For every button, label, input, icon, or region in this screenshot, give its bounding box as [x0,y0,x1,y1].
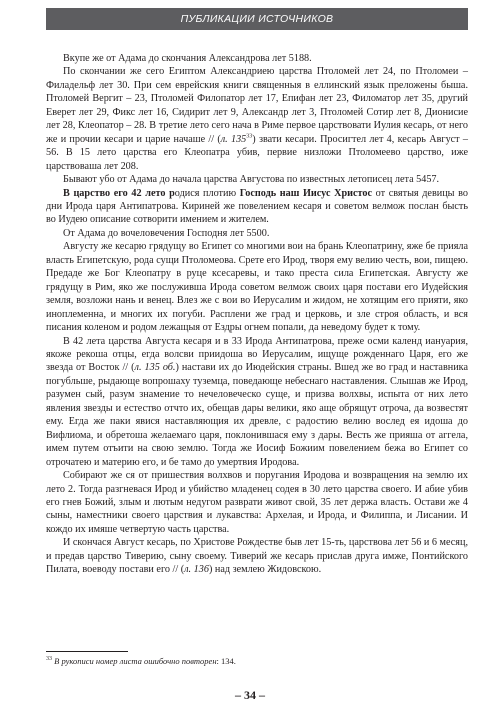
paragraph-3: Бывают убо от Адама до начала царства Августова по известных летописец лета 5457. [63,174,440,186]
footnote-divider [46,651,128,652]
footnote-marker[interactable]: 33 [246,133,253,140]
running-header-title: ПУБЛИКАЦИИ ИСТОЧНИКОВ [180,13,334,25]
paragraph-6: Августу же кесарю грядущу во Египет со многими вои на брань Клеопатрину, яже бе прияла власть Египетскую, рода сущи Птоломеова. Сретe его Ирод, творя ему велию честь, вои, пищею. Предаде же Бог Клеопатру в руце ксесаревы, и тако преста сила Египетская. Августу же грядущу в Рим, яко же послуживша Ирода советом велмож своих царя постави его Иудейския земля, возложи нань и венец. Влез же с вои во Иерусалим и жидом, не хотящим его прияти, яко иноплеменна, и многих их погуби. Расплени же град и церковь, и зле строя область, и вся писания коленом и родом лежащыя от Ездры огнем попали, да невeдому будет к тому. [46,241,468,334]
footnote [46,656,468,667]
paragraph-1: Вкупе же от Адама до скончания Александрова лет 5188. [63,53,312,64]
document-body [46,52,468,577]
paragraph-9: И скончася Август кесарь, по Христове Рождестве быв лет 15-ть, царствова лет 56 и 6 месяц, и предав царство Тиверию, сыну своему. Тиверий же кесарь прислав друга имже, Понтийского Пилата, воеводу постави его // (л. 136) над землею Жидовскою. [46,537,468,576]
footnote-value: : 134. [216,656,236,666]
folio-reference: л. 135 [220,133,247,145]
page-number: – 34 – [235,688,265,702]
footnote-number: 33 [46,656,52,663]
paragraph-2: По скончании же сего Египтом Александриею царства Птоломей лет 24, по Птоломеи – Филадельф лет 30. При сем еврейския книги священныя в еллинский язык преложены быша. Птоломей Вергит – 23, Птоломей Филопатор лет 17, Епифан лет 23, Филоматор лет 35, другий Еверет лет 29, Фикс лет 16, Сидирит лет 9, Александр лет 3, Птоломей Сотир лет 8, Дионисие лет 28, Клеопатор – 28. В третие лето сего нача в Риме первое царствовати Иулия кесарь, от него же и прочии кесари и царие начаше // (л. $135^{33}$) звати кесари. Просигтел лет 4, кесарь Август – 56. В 15 лето царства его Клеопатра убив, первие низложи Птоломеево царство, иже царствоваша лет 208. [46,66,468,172]
paragraph-5: От Адама до вочеловечения Господня лет 5500. [63,227,270,239]
paragraph-7: В 42 лета царства Августа кесаря и в 33 Ирода Антипатрова, преже осми календ иануария, якоже рекоша отцы, егда волсви приидоша во Иерусалим, ищуще рожденнаго Царя, его же звезда от Восток // (л. 135 об.) настави их до Июдейския страны. Вшед же во град и наставника погубльше, рыдающе вопрошаху туземца, поведающе небеснаго наставления. Слышав же Ирод, разумен сый, разум знамение то нечеловеческо суще, и призва волхвы, испыта от них лето явления звезды и естество отчто их, обещав дары велики, яко аще обрящут отроча, да возвестят ему. Егда же паки явися наставляющия их древле, с радостию велию вослед ея идоша до Вифлиома, и обретоша желаемаго царя, поклонившася ему з дары. Весть же прияша от аггела, имем путем отъити на свою землю. Тогда же Иосиф Божиим повелением бежа во Египет со отрочатею и материю его, и бе тамо до умертвия Иродова. [46,335,468,468]
folio-reference: л. 135 об. [134,362,176,374]
running-header [46,8,468,30]
paragraph-8: Собирают же ся от пришествия волхвов и поругания Иродова и возвращения на землю их лето 2. Тогда разгневася Ирод и убийство младенец содея в 30 лето царства своего. И абие убив его гнев Божий, злым и лютым недугом разврати живот свой, 35 лет держа власть. Остави же 4 сыны, наместники своего царствия и лукавства: Архелая, и Ирода, и Филиппа, и Лисании. И кождо их имяше четвертую часть царства. [46,470,468,535]
paragraph-4: В царство его 42 лето родися плотию Господь наш Иисус Христос от святыя девицы во дни Ирода царя Антипатрова. Кириней же повелением кесаря и советом велмож послан бысть во Иудею описание сотворити имением и жителем. [46,187,468,226]
folio-reference: л. 136 [184,564,209,576]
footnote-label: В рукописи номер листа ошибочно повторен [54,656,217,666]
